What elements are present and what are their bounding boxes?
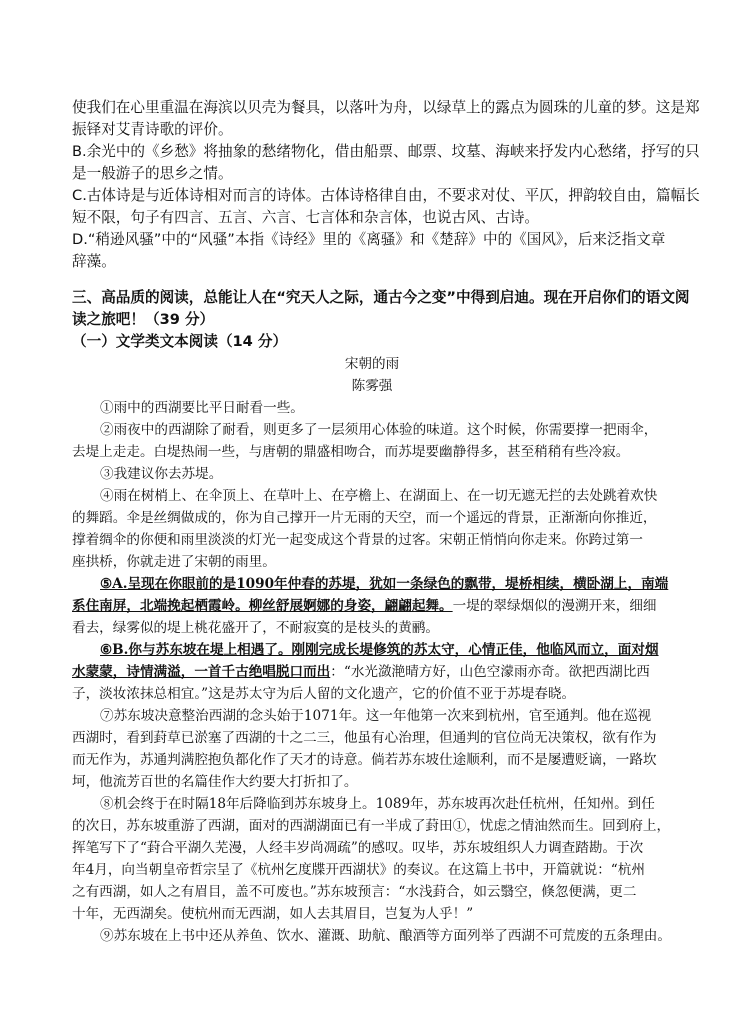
paragraph-7: 西湖时，看到葑草已淤塞了西湖的十之二三，他虽有心治理，但通判的官位尚无决策权，欲有作为 xyxy=(72,730,657,746)
paragraph-7: 而无作为，苏通判满腔抱负都化作了天才的诗意。倘若苏东坡仕途顺利，而不是屡遭贬谪，一路坎 xyxy=(72,752,657,768)
paragraph-6-underlined: 水蒙蒙，诗情满溢，一首千古绝唱脱口而出 xyxy=(72,664,331,680)
option-text-line: 振铎对艾青诗歌的评价。 xyxy=(72,121,233,138)
paragraph-8: 挥笔写下了“葑合平湖久芜漫，人经丰岁尚凋疏”的感叹。叹毕，苏东坡组织人力调查踏勘。于次 xyxy=(72,840,644,856)
paragraph-5 xyxy=(72,595,657,617)
subsection-heading: （一）文学类文本阅读（14 分） xyxy=(72,333,288,350)
paragraph-6-text: ：“水光潋滟晴方好，山色空濛雨亦奇。欲把西湖比西 xyxy=(330,664,650,680)
paragraph-5-underlined: 系住南屏，北端挽起栖霞岭。柳丝舒展婀娜的身姿，翩翩起舞。 xyxy=(72,598,453,614)
paragraph-5-text: 一堤的翠绿烟似的漫溯开来，细细 xyxy=(452,598,657,614)
paragraph-6 xyxy=(72,661,650,683)
option-d-line: 辞藻。 xyxy=(72,253,116,270)
paragraph-7: 坷，他流芳百世的名篇佳作大约要大打折扣了。 xyxy=(72,774,358,790)
section-heading: 三、高品质的阅读，总能让人在“究天人之际，通古今之变”中得到启迪。现在开启你们的语文阅 xyxy=(72,289,690,306)
paragraph-8: 的次日，苏东坡重游了西湖，面对的西湖湖面已有一半成了葑田①，忧虑之情油然而生。回到府上， xyxy=(72,818,671,834)
paragraph-2: 去堤上走走。白堤热闹一些，与唐朝的鼎盛相吻合，而苏堤要幽静得多，甚至稍稍有些冷寂。 xyxy=(72,444,630,460)
option-b-line: 是一般游子的思乡之情。 xyxy=(72,165,233,182)
paragraph-5: 看去，绿雾似的堤上桃花盛开了，不耐寂寞的是枝头的黄鹂。 xyxy=(72,620,440,636)
paragraph-8: 十年，无西湖矣。使杭州而无西湖，如人去其眉目，岂复为人乎！” xyxy=(72,906,474,922)
paragraph-1: ①雨中的西湖要比平日耐看一些。 xyxy=(100,400,304,416)
option-text-line: 使我们在心里重温在海滨以贝壳为餐具，以落叶为舟，以绿草上的露点为圆珠的儿童的梦。这是郑 xyxy=(72,99,700,116)
paragraph-5-underlined: ⑤A.呈现在你眼前的是1090年仲春的苏堤，犹如一条绿色的飘带，堤桥相续，横卧湖上，南端 xyxy=(100,576,669,592)
option-c-line: C.古体诗是与近体诗相对而言的诗体。古体诗格律自由，不要求对仗、平仄，押韵较自由，篇幅长 xyxy=(72,187,700,204)
paragraph-6-underlined: ⑥B.你与苏东坡在堤上相遇了。刚刚完成长堤修筑的苏太守，心情正佳，他临风而立，面对烟 xyxy=(100,642,659,658)
article-author: 陈雾强 xyxy=(351,378,393,394)
section-heading: 读之旅吧！（39 分） xyxy=(72,311,215,328)
paragraph-4: ④雨在树梢上、在伞顶上、在草叶上、在亭檐上、在湖面上、在一切无遮无拦的去处跳着欢快 xyxy=(100,488,658,504)
paragraph-3: ③我建议你去苏堤。 xyxy=(100,466,223,482)
option-c-line: 短不限，句子有四言、五言、六言、七言体和杂言体，也说古风、古诗。 xyxy=(72,209,540,226)
paragraph-2: ②雨夜中的西湖除了耐看，则更多了一层须用心体验的味道。这个时候，你需要撑一把雨伞， xyxy=(100,422,658,438)
option-d-line: D.“稍逊风骚”中的“风骚”本指《诗经》里的《离骚》和《楚辞》中的《国风》，后来泛指文章 xyxy=(72,231,666,248)
paragraph-4: 座拱桥，你就走进了宋朝的雨里。 xyxy=(72,554,276,570)
paragraph-6: 子，淡妆浓抹总相宜。”这是苏太守为后人留的文化遗产，它的价值不亚于苏堤春晓。 xyxy=(72,686,576,702)
paragraph-4: 的舞蹈。伞是丝绸做成的，你为自己撑开一片无雨的天空，而一个遥远的背景，正渐渐向你推近， xyxy=(72,510,657,526)
paragraph-8: 之有西湖，如人之有眉目，盖不可废也。”苏东坡预言：“水浅葑合，如云翳空，倏忽便满，更二 xyxy=(72,884,637,900)
paragraph-8: ⑧机会终于在时隔18年后降临到苏东坡身上。1089年，苏东坡再次赴任杭州，任知州。到任 xyxy=(100,796,655,812)
article-title: 宋朝的雨 xyxy=(344,356,400,372)
paragraph-9: ⑨苏东坡在上书中还从养鱼、饮水、灌溉、助航、酿酒等方面列举了西湖不可荒废的五条理由。 xyxy=(100,928,671,944)
option-b-line: B.余光中的《乡愁》将抽象的愁绪物化，借由船票、邮票、坟墓、海峡来抒发内心愁绪，抒写的只 xyxy=(72,143,700,160)
paragraph-7: ⑦苏东坡决意整治西湖的念头始于1071年。这一年他第一次来到杭州，官至通判。他在巡视 xyxy=(100,708,652,724)
paragraph-4: 撑着绸伞的你便和雨里淡淡的灯光一起变成这个背景的过客。宋朝正悄悄向你走来。你跨过第一 xyxy=(72,532,643,548)
paragraph-8: 年4月，向当朝皇帝哲宗呈了《杭州乞度牒开西湖状》的奏议。在这篇上书中，开篇就说：“杭州 xyxy=(72,862,645,878)
